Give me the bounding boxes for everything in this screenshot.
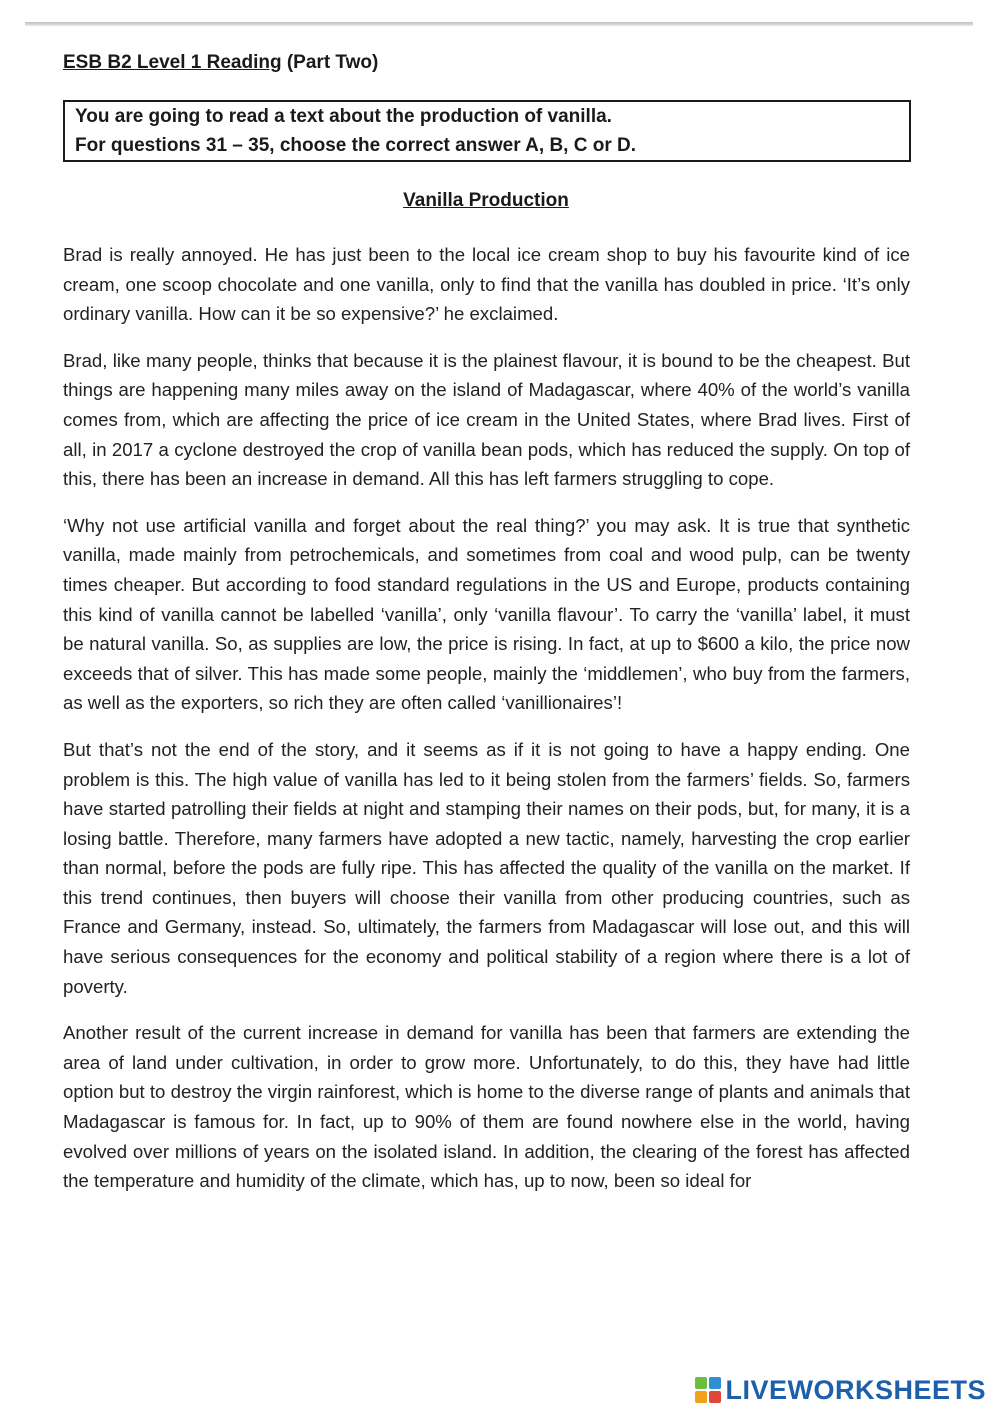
article-title: Vanilla Production [403,190,569,211]
heading-title: ESB B2 Level 1 Reading [63,52,282,73]
article-paragraph-1: Brad is really annoyed. He has just been to the local ice cream shop to buy his favourite kind of ice cream, one scoop chocolate and one vanilla, only to find that the vanilla has doubled in price. ‘It’s only ordinary vanilla. How can it be so expensive?’ he exclaimed. [63,244,910,325]
heading-part: (Part Two) [281,52,379,73]
logo-grid-icon [695,1377,721,1403]
liveworksheets-logo[interactable] [691,1373,990,1407]
instruction-line-1: You are going to read a text about the production of vanilla. [75,106,612,127]
instructions-box [63,100,911,162]
article-paragraph-5: Another result of the current increase in demand for vanilla has been that farmers are extending the area of land under cultivation, in order to grow more. Unfortunately, to do this, they have had little option but to destroy the virgin rainforest, which is home to the diverse range of plants and animals that Madagascar is famous for. In fact, up to 90% of them are found nowhere else in the world, having evolved over millions of years on the isolated island. In addition, the clearing of the forest has affected the temperature and humidity of the climate, which has, up to now, been so ideal for [63,1022,910,1192]
article-paragraph-4: But that’s not the end of the story, and it seems as if it is not going to have a happy ending. One problem is this. The high value of vanilla has led to it being stolen from the farmers’ fields. So, farmers have started patrolling their fields at night and stamping their names on their pods, but, for many, it is a losing battle. Therefore, many farmers have adopted a new tactic, namely, harvesting the crop earlier than normal, before the pods are fully ripe. This has affected the quality of the vanilla on the market. If this trend continues, then buyers will choose their vanilla from other producing countries, such as France and Germany, instead. So, ultimately, the farmers from Madagascar will lose out, and this will have serious consequences for the economy and political stability of a region where there is a lot of poverty. [63,738,910,997]
page-top-edge [25,22,973,26]
worksheet-heading [63,52,378,74]
instruction-line-2: For questions 31 – 35, choose the correct answer A, B, C or D. [75,135,637,156]
article-paragraph-2: Brad, like many people, thinks that because it is the plainest flavour, it is bound to be the cheapest. But things are happening many miles away on the island of Madagascar, where 40% of the world’s vanilla comes from, which are affecting the price of ice cream in the United States, where Brad lives. First of all, in 2017 a cyclone destroyed the crop of vanilla bean pods, which has reduced the supply. On top of this, there has been an increase in demand. All this has left farmers struggling to cope. [63,349,910,490]
article-body [63,240,910,1213]
article-paragraph-3: ‘Why not use artificial vanilla and forget about the real thing?’ you may ask. It is true that synthetic vanilla, made mainly from petrochemicals, and sometimes from coal and wood pulp, can be twenty times cheaper. But according to food standard regulations in the US and Europe, products containing this kind of vanilla cannot be labelled ‘vanilla’, only ‘vanilla flavour’. To carry the ‘vanilla’ label, it must be natural vanilla. So, as supplies are low, the price is rising. In fact, at up to $600 a kilo, the price now exceeds that of silver. This has made some people, mainly the ‘middlemen’, who buy from the farmers, as well as the exporters, so rich they are often called ‘vanillionaires’! [63,514,910,714]
logo-text: LIVEWORKSHEETS [725,1374,986,1405]
